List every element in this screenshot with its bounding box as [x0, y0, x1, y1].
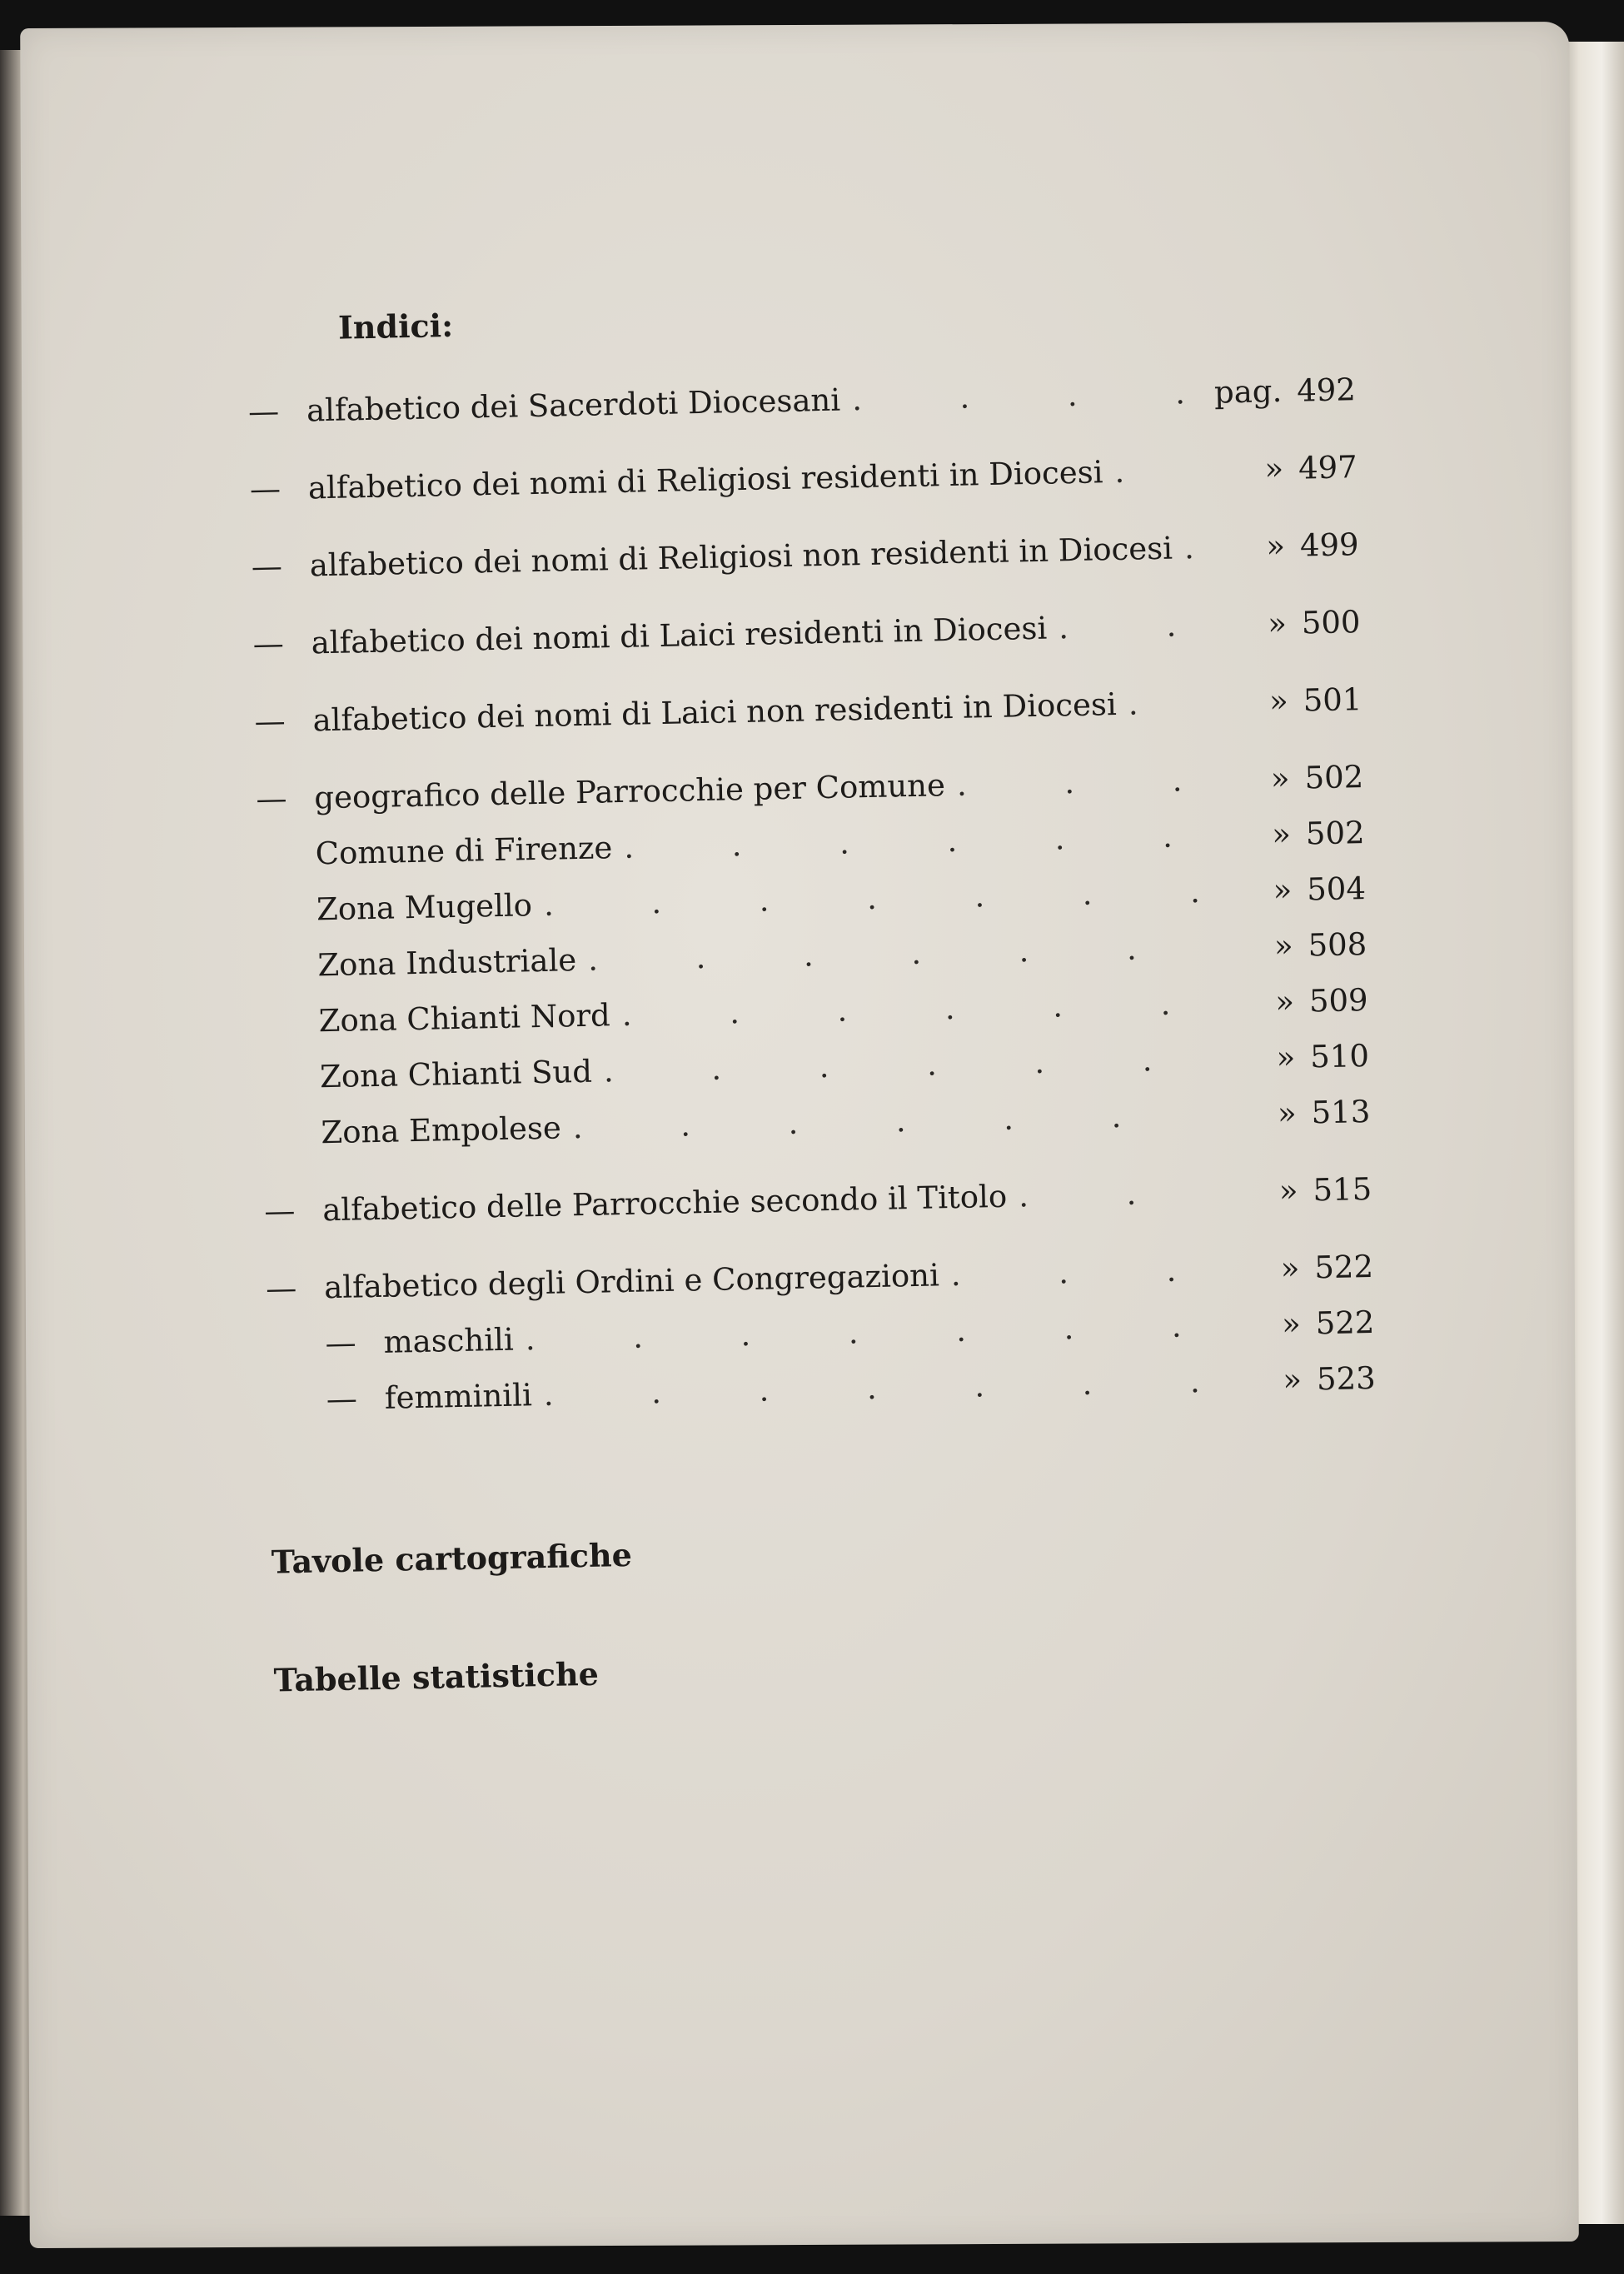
entry-dash: —: [251, 548, 283, 585]
entry-dash: —: [249, 471, 281, 507]
index-subentry: [262, 1094, 1371, 1158]
page-number: 501: [1303, 681, 1362, 719]
page-number: 522: [1315, 1304, 1375, 1342]
index-subentry: [268, 1360, 1377, 1424]
dot-leader: [956, 762, 1213, 803]
page-reference: [1220, 1094, 1371, 1133]
index-entry: [266, 1249, 1374, 1313]
page-number: 499: [1299, 526, 1360, 564]
page-prefix: »: [1267, 605, 1288, 642]
page-number: 522: [1313, 1248, 1374, 1286]
entry-dash: —: [252, 626, 285, 662]
dot-leader: [525, 1308, 1225, 1358]
page-reference: [1208, 526, 1359, 566]
page-prefix: »: [1271, 815, 1292, 853]
index-entry: [254, 681, 1362, 746]
index-subentry: [259, 926, 1367, 990]
dot-leader: [572, 1097, 1220, 1146]
page-number: 513: [1311, 1094, 1371, 1131]
entry-dash: [263, 1143, 321, 1144]
indici-heading: Indici:: [337, 306, 454, 347]
page-prefix: »: [1268, 682, 1289, 720]
page-reference: [1212, 681, 1362, 721]
page-prefix: »: [1276, 1039, 1296, 1076]
page-number: 502: [1305, 815, 1365, 852]
entry-label: Zona Mugello: [316, 887, 533, 928]
page-reference: [1210, 604, 1361, 643]
index-entry: [250, 449, 1358, 513]
book-page: [20, 22, 1579, 2248]
page-prefix: »: [1264, 450, 1284, 487]
index-subentry: [260, 982, 1368, 1046]
page-reference: [1222, 1171, 1372, 1210]
entry-label: Zona Industriale: [317, 942, 577, 984]
page-number: 497: [1298, 449, 1358, 486]
entry-dash: —: [325, 1324, 357, 1362]
dot-leader: [543, 1364, 1226, 1413]
dot-leader: [1059, 607, 1211, 646]
entry-label: Zona Chianti Nord: [318, 997, 611, 1040]
page-number: 502: [1304, 759, 1364, 796]
index-entry: [264, 1171, 1372, 1235]
page-reference: [1207, 449, 1357, 488]
entry-label: geografico delle Parrocchie per Comune: [314, 767, 946, 816]
page-number: 523: [1316, 1359, 1377, 1398]
tavole-heading: Tavole cartografiche: [271, 1535, 633, 1581]
entry-label: Comune di Firenze: [315, 830, 613, 872]
entry-dash: [260, 975, 318, 976]
entry-dash: —: [254, 703, 286, 740]
index-entry: [248, 372, 1357, 436]
page-reference: [1224, 1304, 1375, 1344]
entry-dash: —: [326, 1380, 358, 1418]
index-contents: [247, 288, 1377, 1699]
entry-label: femminili: [384, 1377, 533, 1416]
dot-leader: [588, 930, 1218, 978]
page-reference: [1214, 815, 1365, 854]
page-reference: [1205, 372, 1356, 411]
entry-label: Zona Empolese: [321, 1110, 562, 1151]
page-prefix: »: [1265, 527, 1286, 565]
entry-label: alfabetico dei Sacerdoti Diocesani: [306, 381, 841, 429]
index-subentry: [267, 1304, 1375, 1369]
page-reference: [1215, 870, 1366, 910]
dot-leader: [544, 874, 1217, 923]
entry-label: alfabetico delle Parrocchie secondo il Titolo: [321, 1178, 1008, 1229]
page-number: 508: [1308, 926, 1367, 964]
entry-label: alfabetico dei nomi di Laici non residenti in Diocesi: [312, 686, 1118, 739]
index-subentry: [262, 1038, 1370, 1102]
dot-leader: [624, 818, 1215, 865]
dot-leader: [852, 375, 1207, 418]
page-prefix: »: [1282, 1361, 1303, 1399]
page-prefix: »: [1270, 760, 1291, 797]
index-entry: [256, 759, 1364, 823]
entry-dash: [262, 1087, 320, 1088]
page-number: 509: [1308, 982, 1368, 1020]
entry-dash: [257, 864, 316, 865]
entry-indent: [268, 1409, 326, 1410]
entry-label: alfabetico degli Ordini e Congregazioni: [323, 1257, 940, 1306]
page-reference: [1218, 982, 1368, 1021]
entry-dash: [261, 1031, 319, 1032]
page-prefix: »: [1273, 927, 1294, 965]
entry-dash: —: [256, 780, 287, 817]
page-number: 492: [1296, 372, 1357, 409]
page-number: 500: [1301, 604, 1361, 641]
entry-label: alfabetico dei nomi di Religiosi residenti in Diocesi: [307, 454, 1103, 506]
index-subentry: [257, 815, 1365, 879]
page-reference: [1213, 759, 1364, 798]
dot-leader: [1019, 1174, 1223, 1214]
page-reference: [1225, 1360, 1376, 1399]
page-prefix: »: [1280, 1249, 1300, 1287]
index-entry: [251, 526, 1359, 591]
page-prefix: »: [1278, 1172, 1298, 1209]
page-prefix: »: [1277, 1095, 1298, 1132]
page-number: 515: [1313, 1170, 1372, 1209]
dot-leader: [1114, 452, 1208, 490]
dot-leader: [621, 985, 1218, 1033]
index-entry: [252, 604, 1361, 668]
page-reference: [1219, 1038, 1370, 1077]
entry-label: Zona Chianti Sud: [319, 1053, 593, 1095]
tabelle-heading: Tabelle statistiche: [273, 1654, 600, 1699]
dot-leader: [950, 1252, 1223, 1294]
page-number: 510: [1309, 1038, 1370, 1075]
dot-leader: [603, 1041, 1219, 1090]
page-reference: [1223, 1249, 1374, 1288]
page-prefix: »: [1274, 983, 1295, 1020]
entry-label: alfabetico dei nomi di Laici residenti in Diocesi: [311, 610, 1048, 661]
page-number: 504: [1306, 870, 1367, 908]
entry-label: maschili: [383, 1321, 515, 1360]
dot-leader: [1184, 530, 1210, 566]
page-prefix: pag.: [1213, 372, 1283, 411]
entry-dash: —: [247, 393, 280, 430]
page-prefix: »: [1273, 871, 1293, 909]
entry-dash: —: [263, 1192, 296, 1229]
page-prefix: »: [1281, 1305, 1302, 1343]
entry-dash: —: [265, 1269, 297, 1307]
dot-leader: [1128, 685, 1213, 722]
entry-label: alfabetico dei nomi di Religiosi non residenti in Diocesi: [309, 530, 1173, 584]
index-subentry: [258, 870, 1367, 935]
page-reference: [1217, 926, 1367, 965]
